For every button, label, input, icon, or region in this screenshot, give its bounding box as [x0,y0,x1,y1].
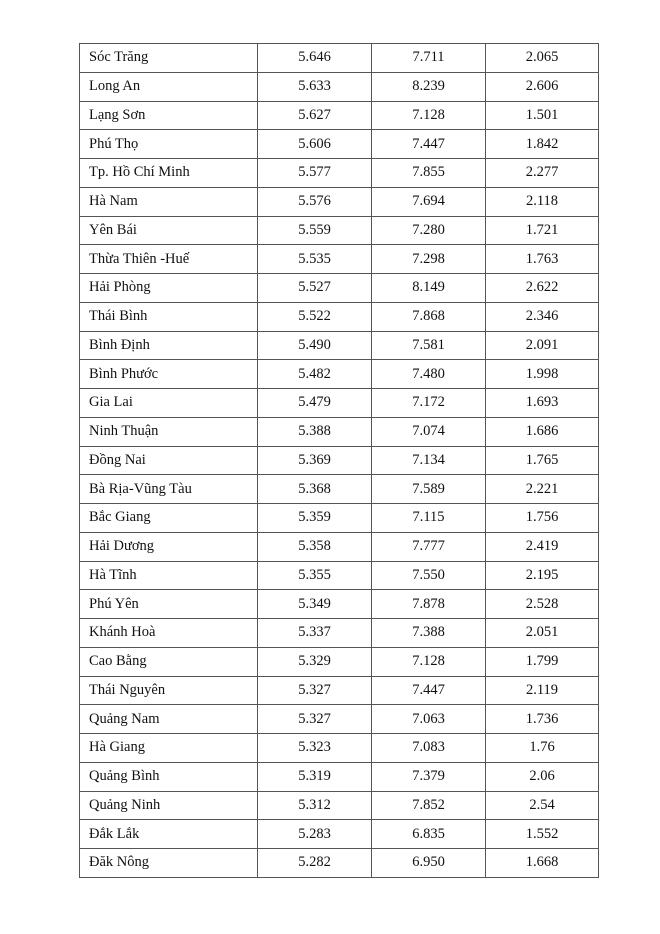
value-2-cell: 6.950 [372,849,486,878]
value-1-cell: 5.490 [258,331,372,360]
value-2-cell: 7.447 [372,130,486,159]
value-2-cell: 7.711 [372,44,486,73]
value-1-cell: 5.482 [258,360,372,389]
value-2-cell: 7.172 [372,389,486,418]
province-table-container [79,43,598,878]
value-3-cell: 1.693 [486,389,599,418]
value-3-cell: 1.799 [486,647,599,676]
province-name-cell: Phú Yên [80,590,258,619]
table-row [80,159,599,188]
province-name-cell: Long An [80,72,258,101]
value-2-cell: 7.855 [372,159,486,188]
province-name-cell: Cao Bằng [80,647,258,676]
table-row [80,389,599,418]
value-1-cell: 5.535 [258,245,372,274]
value-1-cell: 5.479 [258,389,372,418]
value-1-cell: 5.312 [258,791,372,820]
province-name-cell: Khánh Hoà [80,619,258,648]
value-2-cell: 7.083 [372,734,486,763]
table-row [80,820,599,849]
value-1-cell: 5.576 [258,187,372,216]
value-2-cell: 7.589 [372,475,486,504]
value-2-cell: 7.447 [372,676,486,705]
value-3-cell: 2.118 [486,187,599,216]
table-row [80,590,599,619]
province-name-cell: Hải Dương [80,532,258,561]
table-row [80,245,599,274]
value-1-cell: 5.527 [258,274,372,303]
value-1-cell: 5.359 [258,504,372,533]
value-2-cell: 7.128 [372,647,486,676]
table-row [80,216,599,245]
table-row [80,532,599,561]
value-1-cell: 5.327 [258,705,372,734]
value-3-cell: 1.76 [486,734,599,763]
province-name-cell: Bình Phước [80,360,258,389]
value-2-cell: 7.878 [372,590,486,619]
table-row [80,762,599,791]
value-2-cell: 7.280 [372,216,486,245]
value-2-cell: 7.063 [372,705,486,734]
value-3-cell: 1.765 [486,446,599,475]
province-name-cell: Tp. Hồ Chí Minh [80,159,258,188]
value-2-cell: 7.298 [372,245,486,274]
table-body [80,44,599,878]
value-2-cell: 7.074 [372,417,486,446]
value-2-cell: 7.581 [372,331,486,360]
value-3-cell: 2.622 [486,274,599,303]
value-1-cell: 5.522 [258,302,372,331]
province-name-cell: Ninh Thuận [80,417,258,446]
province-name-cell: Đắk Lắk [80,820,258,849]
province-name-cell: Gia Lai [80,389,258,418]
province-name-cell: Thái Bình [80,302,258,331]
value-1-cell: 5.388 [258,417,372,446]
province-name-cell: Hải Phòng [80,274,258,303]
value-2-cell: 7.694 [372,187,486,216]
table-row [80,705,599,734]
table-row [80,302,599,331]
value-1-cell: 5.349 [258,590,372,619]
table-row [80,647,599,676]
province-name-cell: Hà Nam [80,187,258,216]
province-name-cell: Bà Rịa-Vũng Tàu [80,475,258,504]
value-1-cell: 5.355 [258,561,372,590]
value-3-cell: 1.668 [486,849,599,878]
province-name-cell: Sóc Trăng [80,44,258,73]
value-2-cell: 7.128 [372,101,486,130]
value-2-cell: 6.835 [372,820,486,849]
value-3-cell: 2.346 [486,302,599,331]
table-row [80,360,599,389]
value-1-cell: 5.358 [258,532,372,561]
table-row [80,44,599,73]
value-2-cell: 7.388 [372,619,486,648]
table-row [80,72,599,101]
value-2-cell: 7.550 [372,561,486,590]
value-2-cell: 8.149 [372,274,486,303]
value-3-cell: 1.998 [486,360,599,389]
value-3-cell: 1.686 [486,417,599,446]
table-row [80,274,599,303]
province-name-cell: Quảng Nam [80,705,258,734]
value-1-cell: 5.559 [258,216,372,245]
value-3-cell: 2.051 [486,619,599,648]
value-1-cell: 5.283 [258,820,372,849]
value-3-cell: 2.54 [486,791,599,820]
table-row [80,331,599,360]
province-name-cell: Đồng Nai [80,446,258,475]
value-3-cell: 2.277 [486,159,599,188]
province-name-cell: Bình Định [80,331,258,360]
value-2-cell: 7.115 [372,504,486,533]
table-row [80,676,599,705]
table-row [80,417,599,446]
value-2-cell: 7.868 [372,302,486,331]
table-row [80,791,599,820]
value-1-cell: 5.327 [258,676,372,705]
value-2-cell: 8.239 [372,72,486,101]
value-2-cell: 7.379 [372,762,486,791]
value-1-cell: 5.329 [258,647,372,676]
table-row [80,101,599,130]
value-1-cell: 5.323 [258,734,372,763]
value-2-cell: 7.852 [372,791,486,820]
value-3-cell: 2.528 [486,590,599,619]
value-3-cell: 2.091 [486,331,599,360]
table-row [80,504,599,533]
province-name-cell: Quảng Bình [80,762,258,791]
province-name-cell: Thái Nguyên [80,676,258,705]
value-1-cell: 5.627 [258,101,372,130]
value-3-cell: 2.195 [486,561,599,590]
value-3-cell: 1.756 [486,504,599,533]
value-1-cell: 5.646 [258,44,372,73]
value-2-cell: 7.134 [372,446,486,475]
province-name-cell: Hà Tĩnh [80,561,258,590]
table-row [80,130,599,159]
value-3-cell: 1.763 [486,245,599,274]
value-1-cell: 5.369 [258,446,372,475]
table-row [80,849,599,878]
value-1-cell: 5.577 [258,159,372,188]
value-1-cell: 5.633 [258,72,372,101]
table-row [80,187,599,216]
value-3-cell: 1.842 [486,130,599,159]
value-2-cell: 7.777 [372,532,486,561]
value-3-cell: 1.721 [486,216,599,245]
province-name-cell: Lạng Sơn [80,101,258,130]
value-3-cell: 2.119 [486,676,599,705]
province-name-cell: Yên Bái [80,216,258,245]
province-name-cell: Hà Giang [80,734,258,763]
value-1-cell: 5.282 [258,849,372,878]
province-name-cell: Bắc Giang [80,504,258,533]
table-row [80,475,599,504]
value-3-cell: 2.06 [486,762,599,791]
table-row [80,734,599,763]
table-row [80,446,599,475]
value-3-cell: 1.501 [486,101,599,130]
value-1-cell: 5.606 [258,130,372,159]
value-3-cell: 2.221 [486,475,599,504]
value-1-cell: 5.368 [258,475,372,504]
province-name-cell: Phú Thọ [80,130,258,159]
province-data-table [79,43,599,878]
value-1-cell: 5.337 [258,619,372,648]
table-row [80,619,599,648]
province-name-cell: Đăk Nông [80,849,258,878]
value-3-cell: 1.736 [486,705,599,734]
value-1-cell: 5.319 [258,762,372,791]
table-row [80,561,599,590]
value-3-cell: 1.552 [486,820,599,849]
value-3-cell: 2.419 [486,532,599,561]
province-name-cell: Thừa Thiên -Huế [80,245,258,274]
value-3-cell: 2.065 [486,44,599,73]
value-3-cell: 2.606 [486,72,599,101]
value-2-cell: 7.480 [372,360,486,389]
province-name-cell: Quảng Ninh [80,791,258,820]
